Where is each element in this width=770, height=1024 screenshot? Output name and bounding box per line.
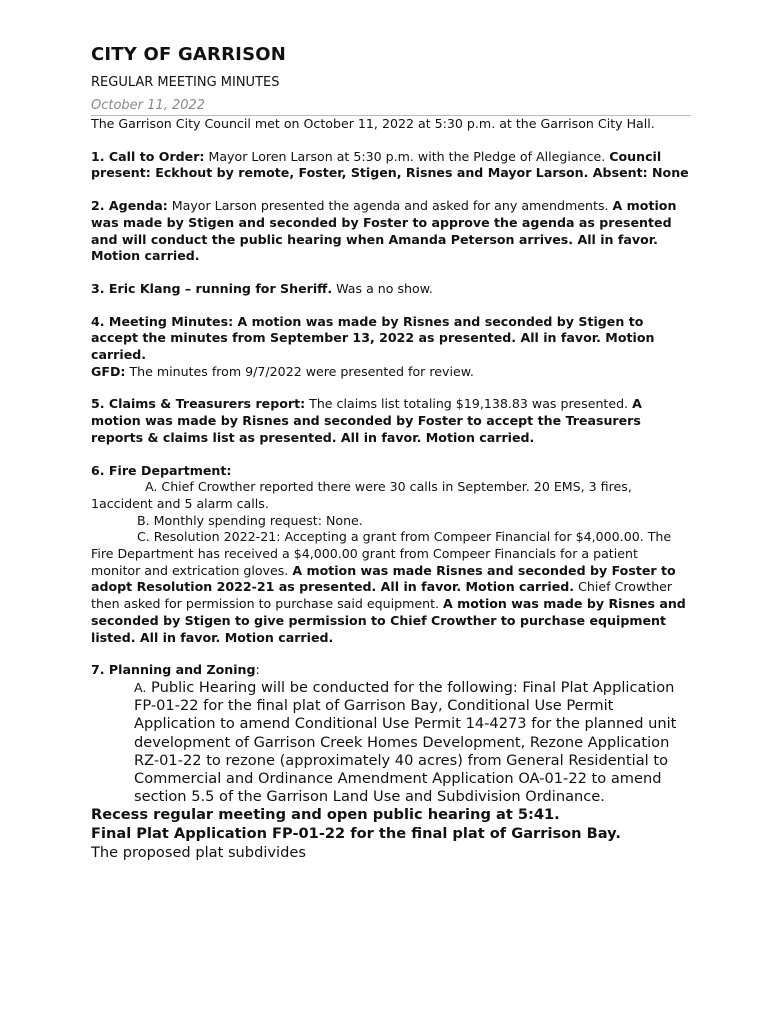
minutes-document: [91, 44, 691, 862]
gfd-note: GFD: The minutes from 9/7/2022 were presented for review.: [91, 363, 474, 379]
section-label: 2. Agenda:: [91, 198, 168, 214]
section-agenda: 2. Agenda: Mayor Larson presented the agenda and asked for any amendments. A motion was made by Stigen and seconded by Foster to approve the agenda as presented and will conduct the public hearing when Amanda Peterson arrives. All in favor. Motion carried.: [91, 198, 677, 264]
section-eric-klang: 3. Eric Klang – running for Sheriff. Was a no show.: [91, 280, 433, 296]
fire-item-b: B. Monthly spending request: None.: [137, 512, 363, 528]
document-subtitle: REGULAR MEETING MINUTES: [91, 75, 280, 90]
section-label: 4. Meeting Minutes:: [91, 313, 234, 329]
section-fire-department: [91, 463, 691, 480]
proposed-plat-text: The proposed plat subdivides: [91, 843, 306, 861]
section-label: 7. Planning and Zoning: [91, 662, 256, 678]
section-call-to-order: 1. Call to Order: Mayor Loren Larson at 5:30 p.m. with the Pledge of Allegiance. Council present: Eckhout by remote, Foster, Stigen, Risnes and Mayor Larson. Absent: None: [91, 148, 689, 181]
planning-item-a: A. Public Hearing will be conducted for the following: Final Plat Application FP-01-22 for the final plat of Garrison Bay, Conditional Use Permit Application to amend Conditional Use Permit 14-4273 for the planned unit development of Garrison Creek Homes Development, Rezone Application RZ-01-22 to rezone (approximately 40 acres) from General Residential to Commercial and Ordinance Amendment Application OA-01-22 to amend section 5.5 of the Garrison Land Use and Subdivision Ordinance.: [134, 678, 677, 806]
section-label: 1. Call to Order:: [91, 148, 205, 164]
section-meeting-minutes: 4. Meeting Minutes: A motion was made by Risnes and seconded by Stigen to accept the minutes from September 13, 2022 as presented. All in favor. Motion carried.: [91, 313, 655, 363]
fire-item-c: C. Resolution 2022-21: Accepting a grant from Compeer Financial for $4,000.00. The Fire Department has received a $4,000.00 grant from Compeer Financials for a patient monitor and extrication gloves. A motion was made Risnes and seconded by Foster to adopt Resolution 2022-21 as presented. All in favor. Motion carried. Chief Crowther then asked for permission to purchase said equipment. A motion was made by Risnes and seconded by Stigen to give permission to Chief Crowther to purchase equipment listed. All in favor. Motion carried.: [91, 529, 686, 645]
section-label: 6. Fire Department:: [91, 462, 232, 478]
section-label: 5. Claims & Treasurers report:: [91, 396, 306, 412]
section-planning-zoning: 7. Planning and Zoning:: [91, 662, 260, 678]
section-label: 3. Eric Klang – running for Sheriff.: [91, 280, 333, 296]
recess-statement: Recess regular meeting and open public hearing at 5:41.: [91, 806, 560, 824]
section-claims-treasurers: 5. Claims & Treasurers report: The claims list totaling $19,138.83 was presented. A motion was made by Risnes and seconded by Foster to accept the Treasurers reports & claims list as presented. All in favor. Motion carried.: [91, 396, 642, 445]
meeting-date: October 11, 2022: [91, 98, 691, 116]
final-plat-heading: Final Plat Application FP-01-22 for the final plat of Garrison Bay.: [91, 825, 621, 842]
fire-item-a: A. Chief Crowther reported there were 30 calls in September. 20 EMS, 3 fires, 1accident and 5 alarm calls.: [91, 479, 632, 511]
intro-paragraph: The Garrison City Council met on October 11, 2022 at 5:30 p.m. at the Garrison City Hall.: [91, 116, 655, 131]
document-title: CITY OF GARRISON: [91, 44, 287, 65]
